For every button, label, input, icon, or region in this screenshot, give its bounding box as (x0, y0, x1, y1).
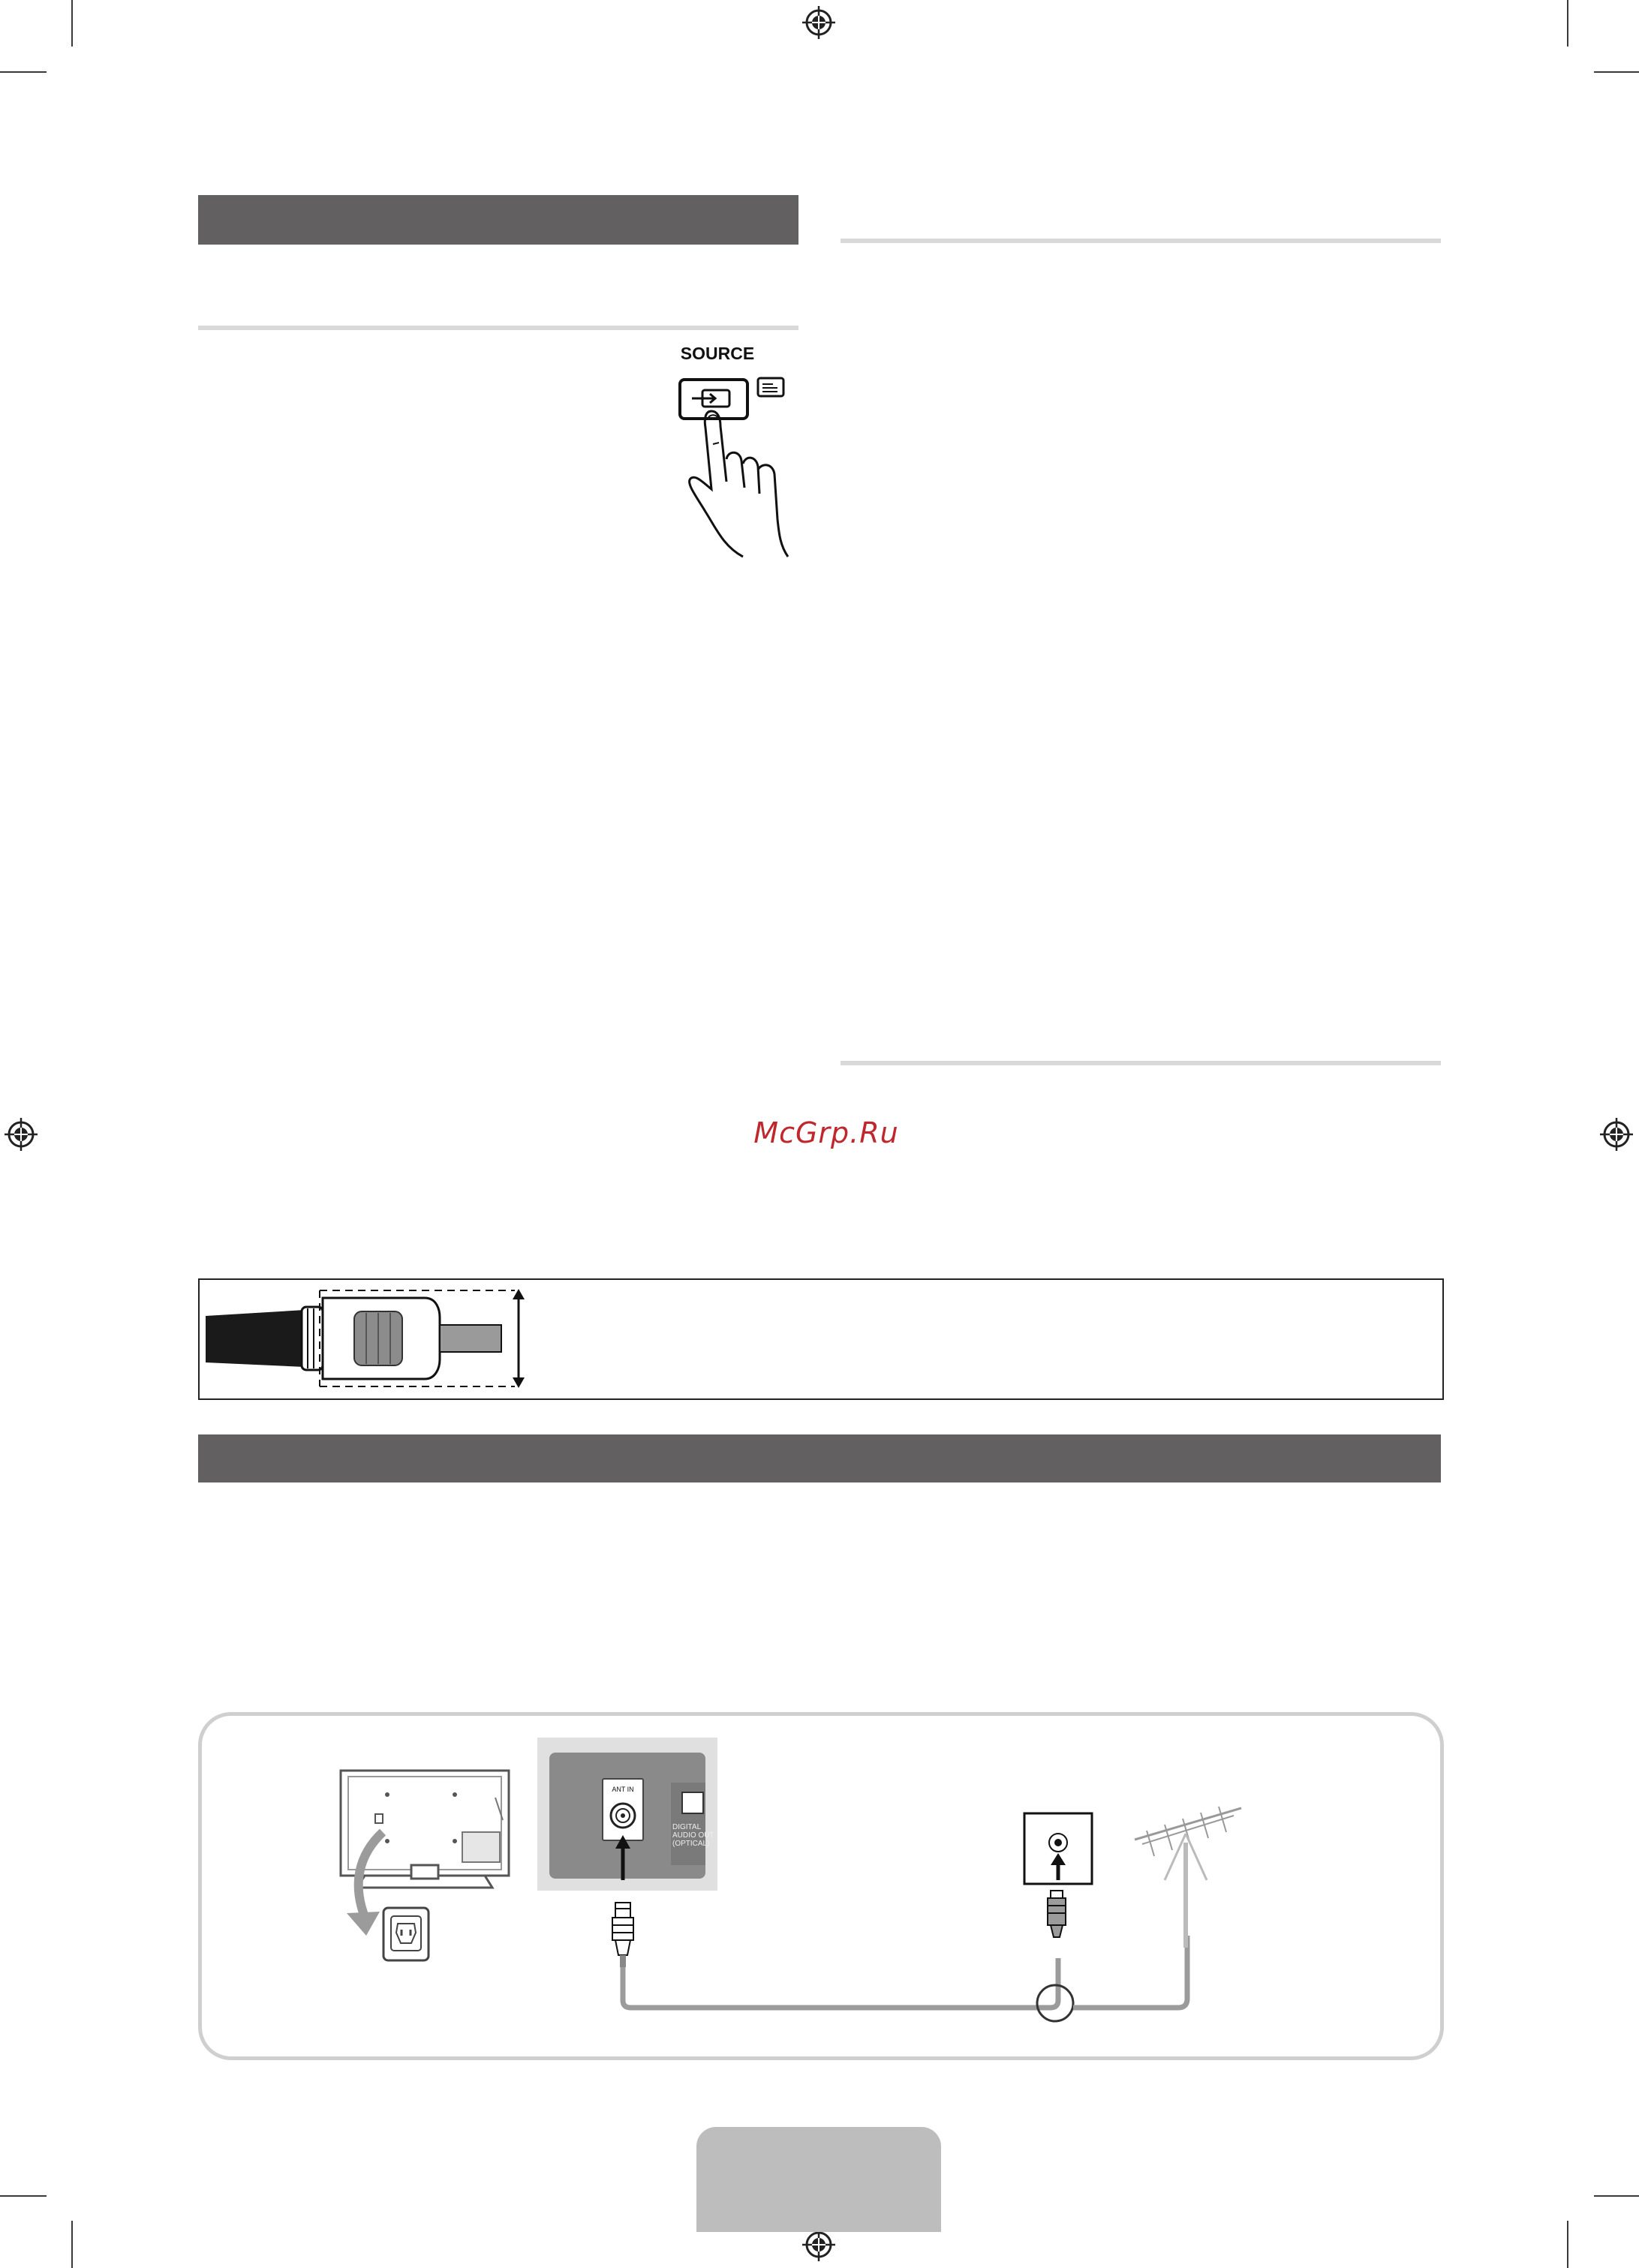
cable-note-box (198, 1278, 1444, 1400)
subsection-rule-right-top (841, 239, 1441, 243)
power-socket-icon (381, 1906, 431, 1963)
remote-source-illustration (630, 344, 803, 569)
coax-port-icon (608, 1801, 638, 1831)
crop-mark-bottom-left-h (0, 2195, 47, 2197)
pointing-hand-icon (630, 369, 803, 569)
optical-label-line-3: (OPTICAL) (672, 1840, 710, 1848)
subsection-rule-right-bottom (841, 1061, 1441, 1065)
section-header-bar-full (198, 1434, 1441, 1482)
coax-plug-icon (611, 1903, 635, 1970)
crop-mark-top-right-v (1567, 0, 1568, 47)
registration-mark-left-icon (5, 1118, 38, 1151)
section-header-bar-left (198, 195, 798, 245)
registration-mark-bottom-icon (802, 2228, 835, 2261)
dimension-arrow-icon (507, 1287, 530, 1392)
registration-mark-right-icon (1600, 1118, 1633, 1151)
crop-mark-bottom-right-v (1567, 2221, 1568, 2268)
crop-mark-bottom-right-h (1594, 2195, 1639, 2197)
optical-label-line-1: DIGITAL (672, 1823, 702, 1831)
page-number-tab (696, 2127, 941, 2232)
crop-mark-top-right-h (1594, 71, 1639, 73)
antenna-cable-run (585, 1831, 1208, 2029)
subsection-rule-left (198, 326, 798, 330)
crop-mark-bottom-left-v (71, 2221, 73, 2268)
optical-label-line-2: AUDIO OUT (672, 1831, 714, 1840)
watermark-text: McGrp.Ru (753, 1116, 899, 1149)
wall-coax-plug-icon (1045, 1891, 1069, 1958)
source-button-label: SOURCE (680, 344, 755, 363)
wall-antenna-socket-icon (1022, 1811, 1094, 1886)
crop-mark-top-left-h (0, 71, 47, 73)
ant-in-label: ANT IN (612, 1786, 634, 1793)
crop-mark-top-left-v (71, 0, 73, 47)
registration-mark-top-icon (802, 6, 835, 39)
antenna-icon (1132, 1798, 1244, 1948)
hdmi-plug-icon (200, 1287, 560, 1392)
